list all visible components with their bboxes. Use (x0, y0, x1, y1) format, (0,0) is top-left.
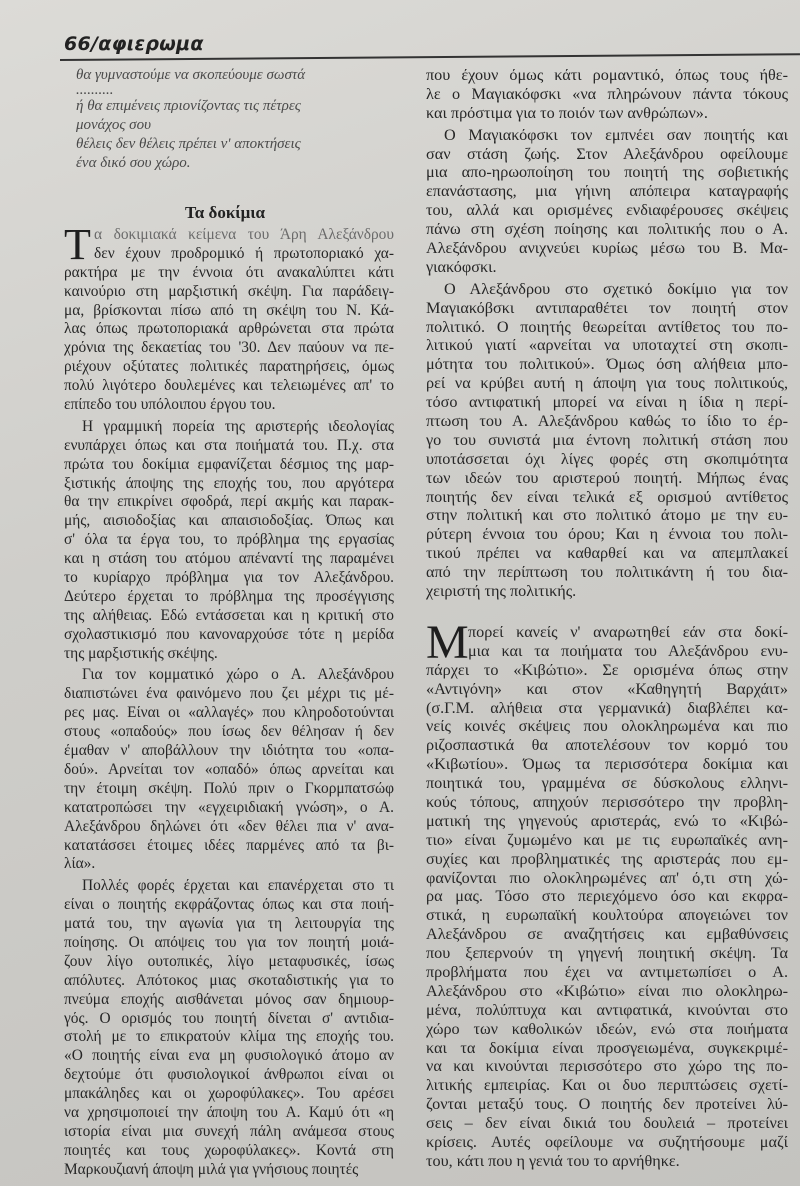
poem-line: ένα δικό σου χώρο. (76, 155, 191, 171)
text-line: μένα, πολύπτυχα και αντιφατικά, κινούνται στο (426, 1000, 788, 1019)
text-line: ξιστικής άποψης της εποχής του, που αργότερα (64, 474, 394, 492)
text-line: του, αλλά και ορισμένες ενδιαφέρουσες σκέψεις (426, 201, 788, 220)
text-line: των ιδεών του αριστερού ποιητή. Μήπως ένας (426, 468, 788, 487)
text-line: Αλεξάνδρου σε αναζητήσεις και εμβαθύνσεις (426, 925, 788, 944)
poem-line: θα γυμναστούμε να σκοπεύουμε σωστά (76, 67, 306, 83)
text-line: λιτικού γιατί «αρνείται να υποταχτεί στη σκοπι- (426, 336, 788, 355)
text-line: τιο» είναι ζυμωμένο και με τις ευρωπαϊκές ανη- (426, 830, 788, 849)
text-line: προβλήματα που έχει να αντιμετωπίσει ο Α. (426, 962, 788, 981)
text-line: πορεί κανείς ν' αναρωτηθεί εάν στα δοκί- (468, 622, 788, 641)
text-line: στην πολιτική και στο πολιτικό άτομο με την ευ- (426, 506, 788, 525)
text-line: που ξεπερνούν τη γηγενή ποιητική σκέψη. Τα (426, 944, 788, 963)
text-line: δού». Αρνείται τον «οπαδό» όπως αρνείται και (64, 760, 394, 778)
paragraph (426, 66, 788, 123)
text-line: πτωση του Α. Αλεξάνδρου καθώς το ίδιο το έρ- (426, 412, 788, 431)
paragraph (426, 280, 788, 601)
paragraph (64, 418, 394, 664)
drop-cap: Τ (64, 220, 91, 269)
text-line: Ο Μαγιακόφσκι τον εμπνέει σαν ποιητής και (444, 125, 788, 144)
text-line: ποιητές και τους χωροφύλακες». Κοντά στη (64, 1141, 394, 1159)
paragraph (426, 615, 788, 1171)
text-line: καινούριο στη μαρξιστική σκέψη. Για παράδειγ- (64, 282, 394, 300)
text-line: ποίησης. Οι απόψεις του για τον ποιητή μοιά- (64, 933, 394, 951)
text-line: α δοκιμιακά κείμενα του Άρη Αλεξάνδρου (94, 226, 394, 243)
text-line: λία». (64, 855, 96, 873)
text-line: ζουν λίγο ουτοπικές, λίγο μεταφυσικές, ίσως (64, 952, 394, 970)
paragraph (426, 126, 788, 277)
text-line: τικού πρέπει να καθαρθεί και να απεμπλακεί (426, 544, 788, 563)
text-line: στους «οπαδούς» που ίσως δεν θέλησαν ή δεν (64, 723, 394, 741)
text-line: «Κιβωτίου». Όμως τα περισσότερα δοκίμια και (426, 755, 788, 774)
text-line: ρύτερη έννοια του όρου; Και η έννοια του πολι- (426, 525, 788, 544)
text-line: υποτάσσεται όχι λίγες φορές στη σκοπιμότητα (426, 449, 788, 468)
paragraph (64, 666, 394, 874)
text-line: της αλήθειας. Εδώ εντάσσεται και η κριτική στο (64, 606, 394, 624)
text-line: δεν έχουν προδρομικό ή πρωτοποριακό χα- (94, 244, 394, 262)
text-line: ριζοσπαστικά θα αποτελέσουν τον κορμό του (426, 736, 788, 755)
text-line: «Ο ποιητής είναι ενα μη φυσιολογικό άτομο αν (64, 1047, 394, 1065)
text-line: το κυρίαρχο πρόβλημα για τον Αλεξάνδρου. (64, 569, 394, 587)
text-line: Ο Αλεξάνδρου στο σχετικό δοκίμιο για τον (444, 279, 788, 298)
text-line: χειριστή της πολιτικής. (426, 582, 577, 601)
text-line: κούς τόπους, απηχούν περισσότερο την προβλη- (426, 792, 788, 811)
text-line: επανάστασης, μια γήινη απόπειρα καταγραφής (426, 182, 788, 201)
text-line: μια και τα ποιήματα του Αλεξάνδρου ενυ- (468, 641, 788, 660)
text-line: λας όπως πρωτοποριακά αρθρώνεται στα πρώτα (64, 320, 394, 338)
text-line: Πολλές φορές έρχεται και επανέρχεται στο τι (82, 877, 394, 895)
text-line: κρίσεις. Αυτές οφείλουμε να συζητήσουμε μαζί (426, 1132, 788, 1151)
text-line: θα την επικρίνει σφοδρά, περί ακμής και παρακ- (64, 493, 394, 511)
text-line: πάνω στη σχέση ποίησης και πολιτικής που ο Α. (426, 220, 788, 239)
text-line: μπακάληδες και οι χωροφύλακες». Του αρέσει (64, 1085, 394, 1103)
text-line: τόσο αντιφατική μπορεί να είναι η ίδια η περί- (426, 393, 788, 412)
poem-line: μονάχος σου (76, 117, 151, 133)
text-line: από την περίπτωση του πολιτικάντη ή του δια- (426, 563, 788, 582)
text-line: πνεύμα εποχής αισθάνεται μόνος σαν δημιουρ- (64, 990, 394, 1008)
text-line: ζονται μεταξύ τους. Ο ποιητής δεν προτείνει λύ- (426, 1095, 788, 1114)
poem-excerpt (76, 66, 305, 173)
text-line: σ' όλα τα έργα του, το πρόβλημα της εργασίας (64, 531, 394, 549)
text-line: Αλεξάνδρου δηλώνει ότι «δεν θέλει πια ν' ανα- (64, 817, 394, 835)
text-line: στικά, η ευρωπαϊκή κουλτούρα απογειώνει τον (426, 906, 788, 925)
text-line: νείς κοινές σκέψεις που ολοκληρωμένα και πιο (426, 717, 788, 736)
text-line: της μαρξιστικής σκέψης. (64, 644, 218, 662)
text-line: πρώτα του δοκίμια εμφανίζεται δέσμιος της μαρ- (64, 455, 394, 473)
text-line: να και κινούνται περισσότερο στο χώρο της πο- (426, 1057, 788, 1076)
text-line: την έτοιμη σκέψη. Πολύ πριν ο Γκορμπατσώφ (64, 779, 394, 797)
text-line: ματά του, την αγωνία για τη λειτουργία της (64, 915, 394, 933)
text-line: είναι ο ποιητής εκφράζοντας όπως και στα ποιή- (64, 896, 394, 914)
poem-line: ή θα επιμένεις πριονίζοντας τις πέτρες (76, 98, 301, 114)
text-line: μότητα του πολιτικού». Όμως όση αλήθεια μπο- (426, 355, 788, 374)
text-line: και πρόστιμα για το ποιόν των ανθρώπων». (426, 103, 708, 122)
right-column (426, 66, 788, 1174)
poem-ellipsis: .......... (76, 82, 114, 98)
text-line: μα, βρίσκονται πίσω από τη σκέψη του Ν. Κά- (64, 301, 394, 319)
drop-cap: Μ (426, 615, 469, 669)
paragraph (64, 877, 394, 1179)
text-line: ματική της γηγενούς αριστεράς, ενώ το «Κιβώ- (426, 811, 788, 830)
text-line: σχολαστικισμό που κανοναρχούσε τότε η μερίδα (64, 625, 394, 643)
paragraph (64, 220, 394, 415)
text-line: ρα μας. Τόσο στο περιεχόμενο όσο και εκφρα- (426, 887, 788, 906)
left-column (64, 220, 394, 1183)
text-line: λε ο Μαγιακόφσκι «να πληρώνουν πάντα τόκους (426, 84, 788, 103)
text-line: χώρο των καθολικών ιδεών, ενώ στα ποιήματα (426, 1019, 788, 1038)
text-line: γιακόφσκι. (426, 257, 497, 276)
text-line: ρακτήρα με την έννοια ότι ανακαλύπτει κάτι (64, 263, 394, 281)
text-line: Δεύτερο έρχεται το πρόβλημα της προσέγγισης (64, 587, 394, 605)
text-line: «Αντιγόνη» και στον «Καθηγητή Βαρχάιτ» (426, 679, 788, 698)
text-line: Για τον κομματικό χώρο ο Α. Αλεξάνδρου (82, 666, 394, 684)
text-line: φανίζονται πιο ολοκληρωμένες απ' ό,τι στη χώ- (426, 868, 788, 887)
text-line: (σ.Γ.Μ. αλήθεια στα γερμανικά) διαβλέπει κα- (426, 698, 788, 717)
text-line: του, κάτι που η γενιά του το αρνήθηκε. (426, 1151, 680, 1170)
text-line: ιστορία είναι μια συνεχή πάλη ανάμεσα στους (64, 1122, 394, 1140)
text-line: που έχουν όμως κάτι ρομαντικό, όπως τους ήθε- (426, 66, 788, 84)
text-line: κατατάσσει έτοιμες ιδέες παρμένες από τα βι- (64, 836, 394, 854)
text-line: δεχτούμε ότι φυσιολογικοί άνθρωποι είναι οι (64, 1066, 394, 1084)
text-line: πολύ λιγότερο δουλεμένες και τελειωμένες απ' το (64, 377, 394, 395)
text-line: συχίες και προβληματικές της αριστεράς που εμ- (426, 849, 788, 868)
text-line: σεις – δεν είναι δικιά του δουλειά – προτείνει (426, 1114, 788, 1133)
text-line: πολιτικό. Ο ποιητής θεωρείται αντίθετος του πο- (426, 317, 788, 336)
text-line: γός. Ο ορισμός του ποιητή δίνεται σ' αντιδια- (64, 1009, 394, 1027)
text-line: ρεί να κρύβει αυτή η άποψη για τους πολιτικούς, (426, 374, 788, 393)
text-line: διαπιστώνει ένα φαινόμενο που ζει μέχρι τις μέ- (64, 685, 394, 703)
text-line: και η στάση του ατόμου απέναντί της παραμένει (64, 550, 394, 568)
text-line: κατατροπώσει την «εγχειριδιακή γνώση», ο Α. (64, 798, 394, 816)
text-line: λιτικής εμπειρίας. Και οι δυο περιπτώσεις σχετί- (426, 1076, 788, 1095)
text-line: Μαγιακόβσκι αντιπαραθέτει τον ποιητή στον (426, 298, 788, 317)
text-line: ποιητής δεν είναι τελικά εξ ορισμού αντίθετος (426, 487, 788, 506)
text-line: και τα δοκίμια είναι προσγειωμένα, συγκεκριμέ- (426, 1038, 788, 1057)
poem-line: θέλεις δεν θέλεις πρέπει ν' αποκτήσεις (76, 136, 301, 152)
text-line: Μαρκουζιανή άποψη μιλά για γνήσιους ποιητές (64, 1160, 359, 1178)
text-line: έμαθαν ν' αποβάλλουν την ιδιότητα του «οπα- (64, 742, 394, 760)
text-line: μια απο-ηρωοποίηση του ποιητή της σοβιετικής (426, 163, 788, 182)
text-line: ποιητικά του, γραμμένα σε δύσκολους ελληνι- (426, 774, 788, 793)
text-line: Η γραμμική πορεία της αριστερής ιδεολογίας (82, 417, 394, 435)
text-line: να χρησιμοποιεί την άποψη του Α. Καμύ ότι «η (64, 1103, 394, 1121)
text-line: Αλεξάνδρου ανιχνεύει κυρίως μέσω του Β. Μα- (426, 239, 788, 258)
section-heading: Τα δοκίμια (185, 203, 265, 222)
text-line: στολή με το επικρατούν κλίμα της εποχής του. (64, 1028, 394, 1046)
text-line: μής, αισιοδοξίας και απαισιοδοξίας. Όπως και (64, 512, 394, 530)
text-line: γο του συνιστά μια έντονη πολιτική στάση που (426, 430, 788, 449)
text-line: απόλυτες. Απότοκος μιας σκοταδιστικής για το (64, 971, 394, 989)
text-line: Αλεξάνδρου στο «Κιβώτιο» είναι πιο ολοκληρω- (426, 981, 788, 1000)
text-line: ενυπάρχει όπως και στα ποιήματά του. Π.χ. στα (64, 436, 394, 454)
text-line: πάρχει το «Κιβώτιο». Σε ορισμένα όπως στην (426, 660, 788, 679)
text-line: ρες μας. Είναι οι «αλλαγές» που κληροδοτούνται (64, 704, 394, 722)
page-header-title: 66/αφιερωμα (64, 33, 204, 55)
text-line: σαν στάση ζωής. Στον Αλεξάνδρου οφείλουμε (426, 144, 788, 163)
text-line: χρόνια της δεκαετίας του '30. Δεν παύουν να πε- (64, 339, 394, 357)
text-line: επίπεδο του υπόλοιπου έργου του. (64, 396, 276, 414)
text-line: ριέχουν οξύτατες πολιτικές παρατηρήσεις, όμως (64, 358, 394, 376)
